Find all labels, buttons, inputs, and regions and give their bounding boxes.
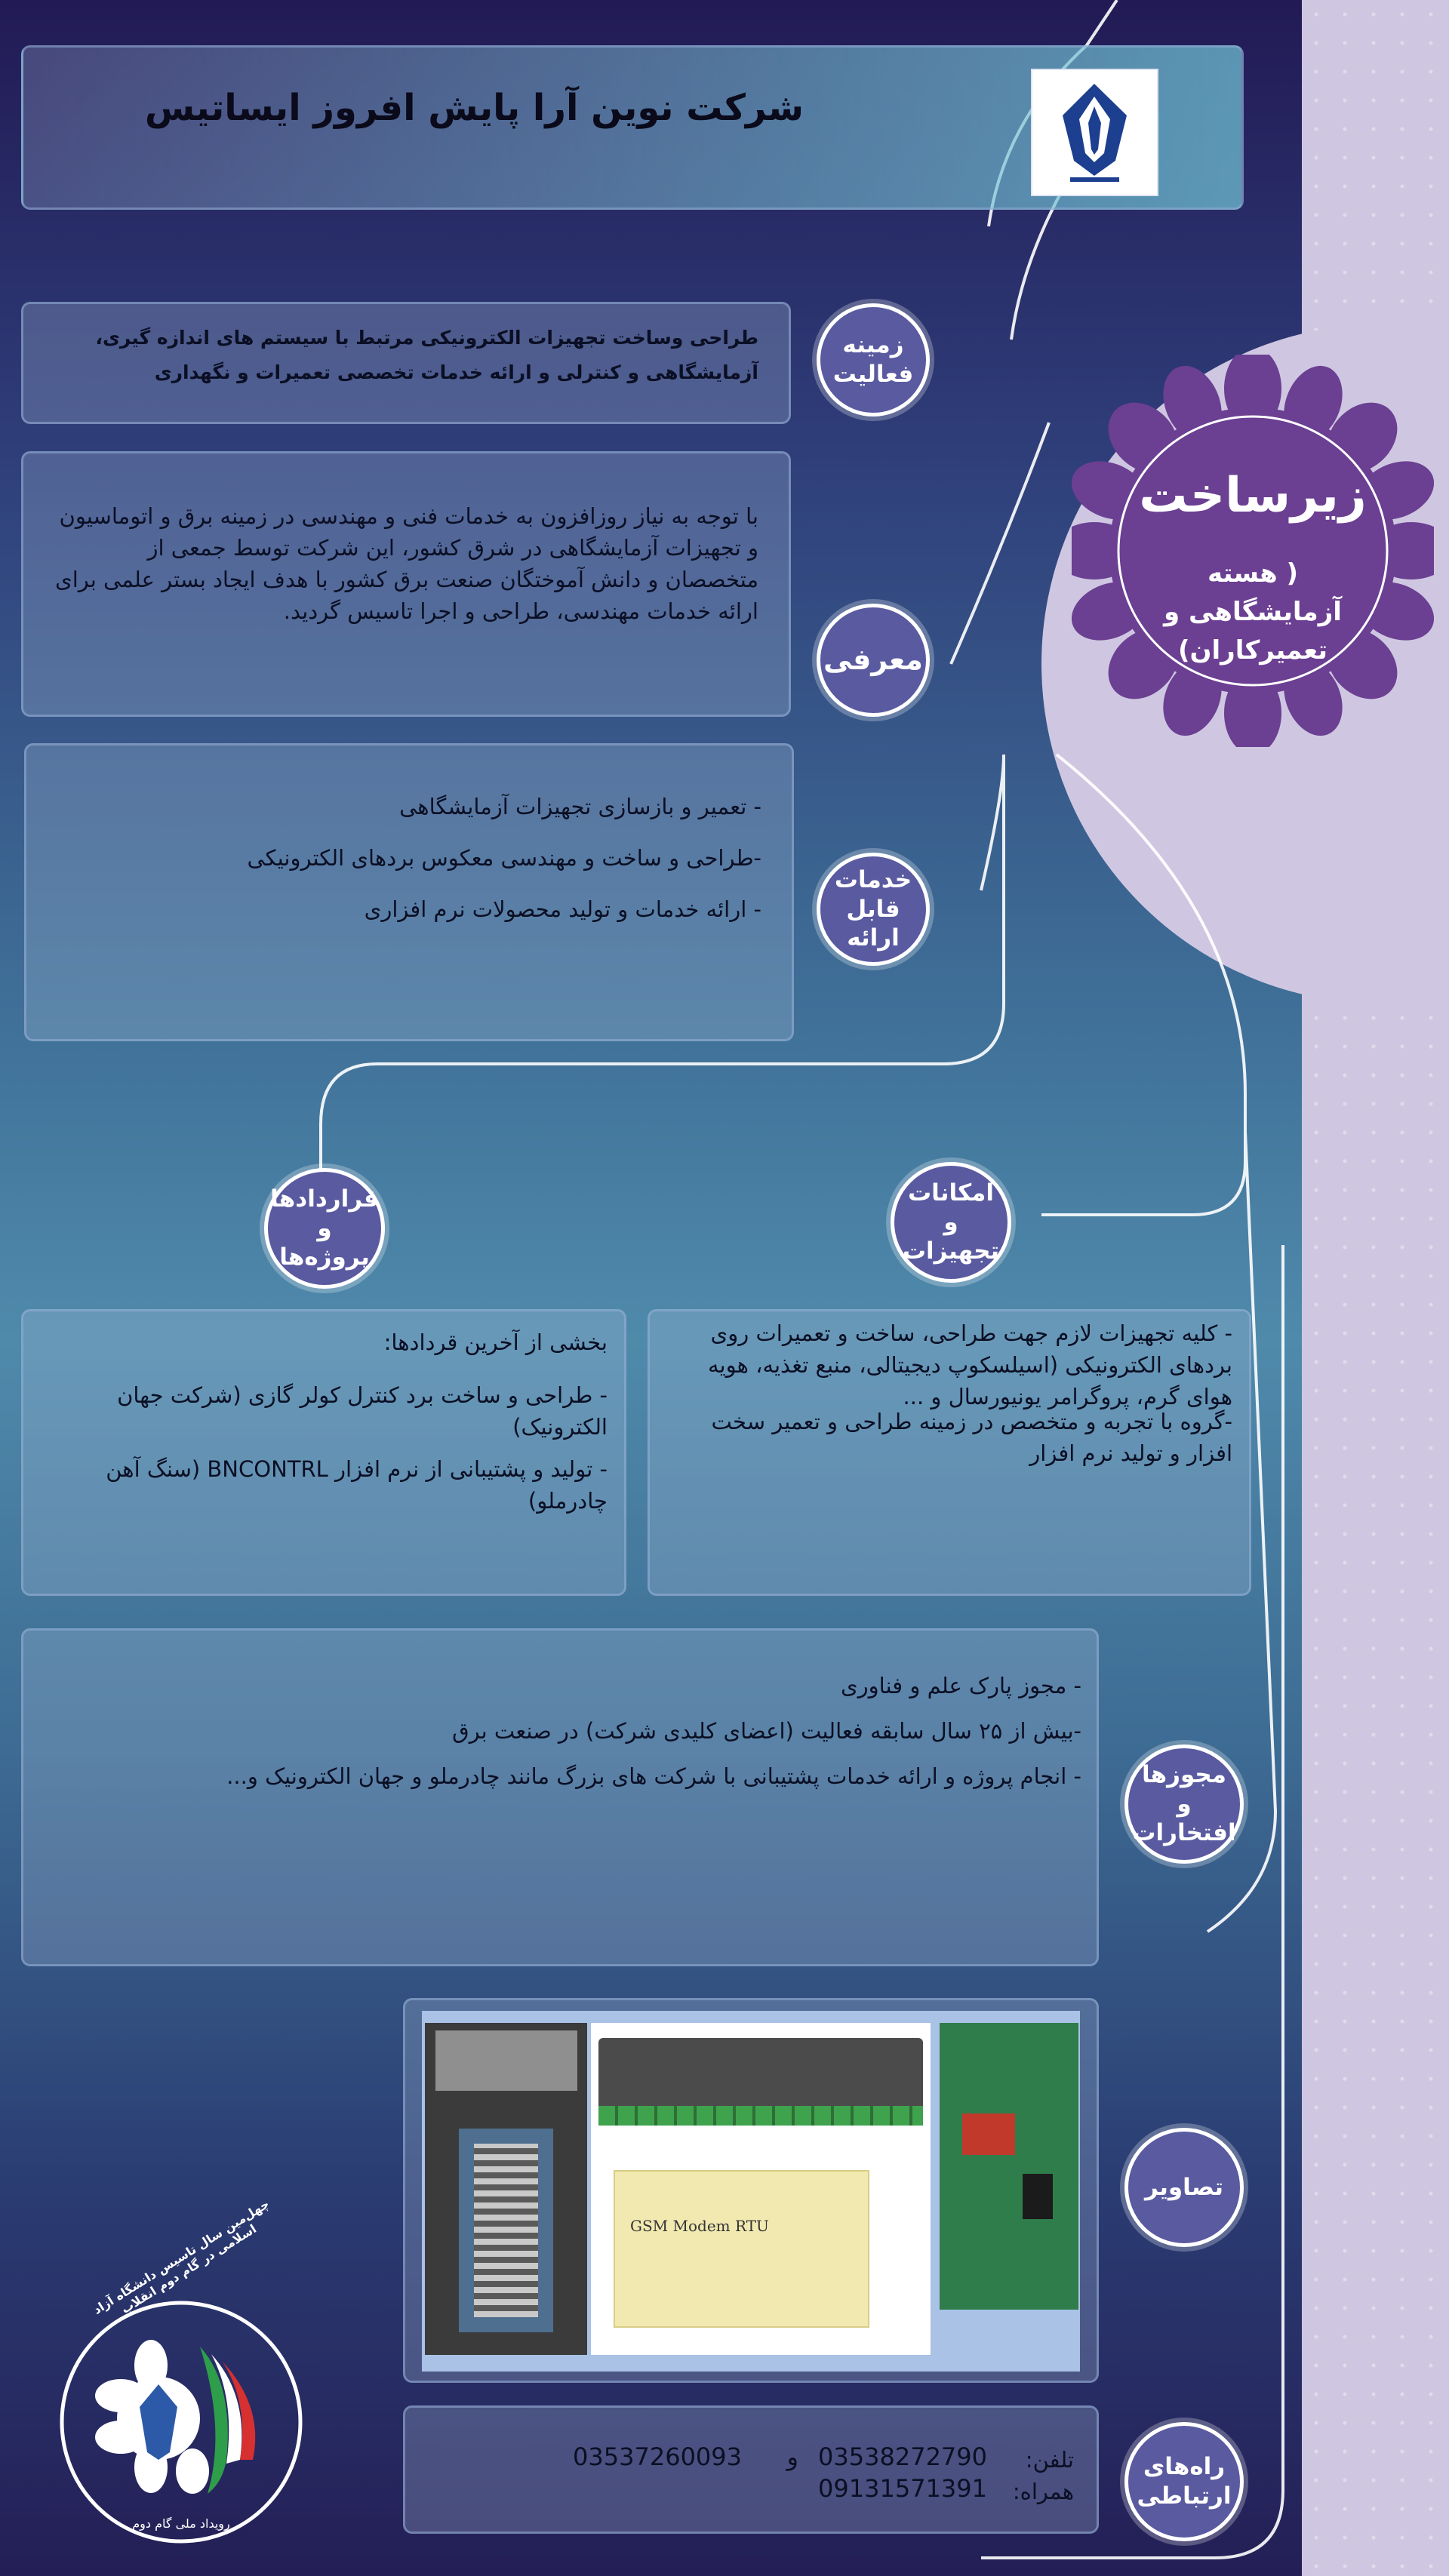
contracts-panel (21, 1309, 626, 1596)
intro-panel (21, 451, 791, 717)
phone-number-1: 03538272790 (818, 2442, 987, 2471)
services-list (57, 791, 761, 925)
contracts-label-circle: قراردادها و پروژه‌ها (264, 1168, 385, 1289)
field-text: طراحی وساخت تجهیزات الکترونیکی مرتبط با سیستم های اندازه گیری، آزمایشگاهی و کنترلی و ارائه خدمات تخصصی تعمیرات و نگهداری (95, 327, 758, 384)
facilities-label-circle: امکانات و تجهیزات (891, 1162, 1011, 1283)
circuit-board-image (591, 2023, 931, 2355)
field-label-circle: زمینه فعالیت (817, 303, 930, 417)
services-label-circle: خدمات قابل ارائه (817, 853, 930, 966)
list-item: - تولید و پشتیبانی از نرم افزار BNCONTRL (سنگ آهن چادرملو) (106, 1456, 608, 1514)
header-panel (21, 45, 1244, 210)
electrical-cabinet-image (425, 2023, 587, 2355)
images-label-circle: تصاویر (1124, 2128, 1244, 2247)
facilities-panel (648, 1309, 1251, 1596)
list-item: -بیش از ۲۵ سال سابقه فعالیت (اعضای کلیدی شرکت) در صنعت برق (452, 1718, 1081, 1744)
facilities-text-2: -گروه با تجربه و متخصص در زمینه طراحی و تعمیر سخت افزار و تولید نرم افزار (711, 1409, 1232, 1467)
rtu-caption: GSM Modem RTU (630, 2217, 769, 2235)
licenses-label-circle: مجوزها و افتخارات (1124, 1744, 1244, 1864)
licenses-list (54, 1670, 1081, 1792)
mobile-label: همراه: (1012, 2479, 1074, 2504)
list-item: -طراحی و ساخت و مهندسی معکوس بردهای الکترونیکی (247, 845, 761, 871)
contact-panel (403, 2405, 1099, 2534)
contracts-heading: بخشی از آخرین قردادها: (383, 1329, 608, 1355)
facilities-text: - کلیه تجهیزات لازم جهت طراحی، ساخت و تعمیرات روی بردهای الکترونیکی (اسیلسکوپ دیجیتالی، منبع تغذیه، هویه هوای گرم، پروگرامر یونیورسال و ... (707, 1320, 1232, 1410)
photo-collage (422, 2011, 1080, 2372)
green-pcb-image (940, 2023, 1078, 2310)
phone-label: تلفن: (1025, 2447, 1074, 2473)
licenses-panel (21, 1628, 1099, 1966)
field-panel (21, 302, 791, 424)
list-item: - طراحی و ساخت برد کنترل کولر گازی (شرکت جهان الکترونیک) (117, 1382, 608, 1440)
mobile-number: 09131571391 (818, 2474, 987, 2503)
list-item: - مجوز پارک علم و فناوری (840, 1673, 1081, 1698)
anniversary-logo (38, 2196, 325, 2550)
images-panel (403, 1998, 1099, 2383)
services-panel (24, 743, 794, 1041)
list-item: - انجام پروژه و ارائه خدمات پشتیبانی با شرکت های بزرگ مانند چادرملو و جهان الکترونیک و... (226, 1763, 1081, 1790)
phone-number-2: 03537260093 (573, 2442, 742, 2471)
banner-subtitle: ( هسته آزمایشگاهی و تعمیرکاران) (1164, 558, 1342, 666)
intro-label-circle: معرفی (817, 604, 930, 717)
page-title: شرکت نوین آرا پایش افروز ایساتیس (144, 87, 804, 129)
anniversary-bottom-text: رویداد ملی گام دوم (132, 2516, 230, 2531)
phone-and: و (786, 2442, 798, 2471)
anniversary-arc-text: چهل‌مین سال تاسیس دانشگاه آزاد اسلامی در گام دوم انقلاب (90, 2196, 272, 2317)
contact-label-circle: راه‌های ارتباطی (1124, 2422, 1244, 2541)
university-emblem-icon (1032, 70, 1157, 195)
list-item: - تعمیر و بازسازی تجهیزات آزمایشگاهی (399, 794, 761, 819)
flower-emblem-icon (1072, 355, 1434, 747)
contracts-list (40, 1379, 608, 1517)
list-item: - ارائه خدمات و تولید محصولات نرم افزاری (364, 896, 761, 923)
infrastructure-banner (1072, 355, 1434, 747)
university-logo (1031, 69, 1158, 196)
intro-text: با توجه به نیاز روزافزون به خدمات فنی و مهندسی در زمینه برق و اتوماسیون و تجهیزات آزمایشگاهی در شرق کشور، این شرکت توسط جمعی از متخصصان و دانش آموختگان صنعت برق کشور با هدف ایجاد بستر علمی برای ارائه خدمات مهندسی، طراحی و اجرا تاسیس گردید. (55, 503, 758, 625)
banner-title: زیرساخت (1139, 468, 1367, 524)
